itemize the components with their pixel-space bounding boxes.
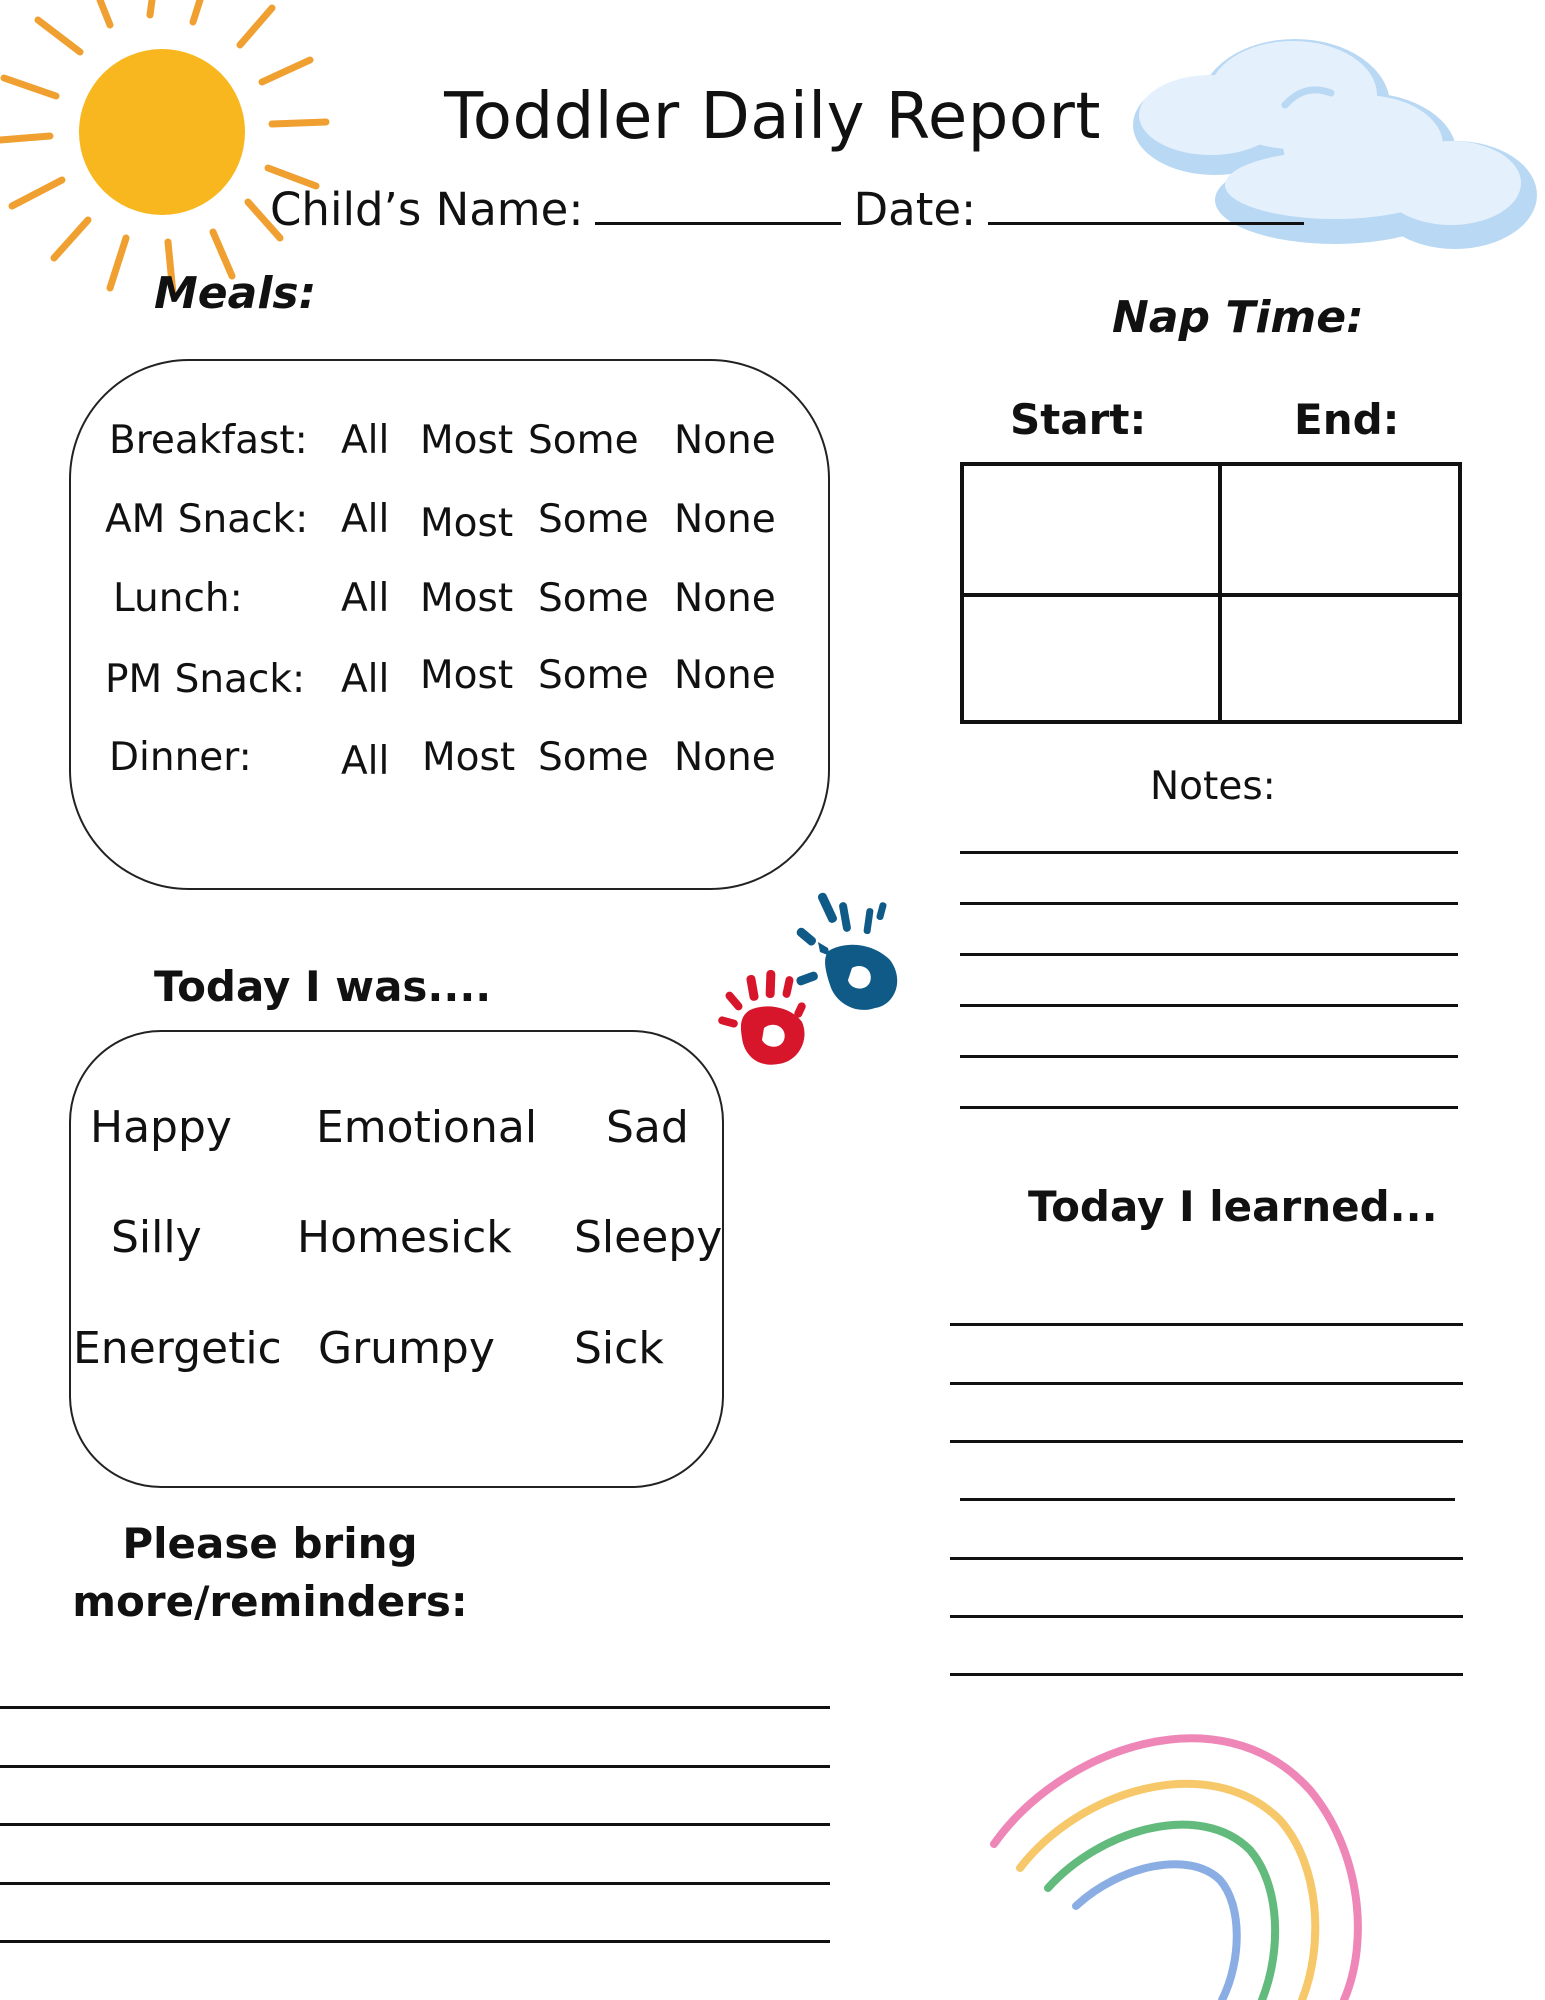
- notes-label: Notes:: [1150, 764, 1276, 809]
- nap-start-label: Start:: [1010, 395, 1147, 444]
- option-most[interactable]: Most: [420, 418, 514, 463]
- handprints-icon: [700, 890, 910, 1090]
- mood-sad[interactable]: Sad: [606, 1102, 689, 1153]
- option-most[interactable]: Most: [420, 653, 514, 698]
- meal-row-pm-snack: [0, 653, 776, 713]
- meal-row-dinner: [0, 735, 776, 795]
- notes-line[interactable]: [960, 1106, 1458, 1109]
- learned-line[interactable]: [950, 1615, 1463, 1618]
- option-some[interactable]: Some: [538, 735, 649, 780]
- meal-label: AM Snack:: [105, 497, 309, 542]
- please-bring-line1: Please bring: [122, 1519, 418, 1568]
- notes-line[interactable]: [960, 1055, 1458, 1058]
- meals-heading: Meals:: [154, 268, 317, 319]
- page-title: Toddler Daily Report: [444, 80, 1101, 154]
- option-some[interactable]: Some: [538, 576, 649, 621]
- reminder-line[interactable]: [0, 1706, 830, 1709]
- reminder-line[interactable]: [0, 1765, 830, 1768]
- childs-name-field[interactable]: [595, 182, 841, 225]
- option-some[interactable]: Some: [538, 653, 649, 698]
- option-all[interactable]: All: [341, 418, 390, 463]
- today-i-was-heading: Today I was....: [154, 962, 492, 1011]
- option-none[interactable]: None: [674, 418, 776, 463]
- meal-label: Breakfast:: [109, 418, 308, 463]
- meal-row-lunch: [0, 576, 776, 636]
- option-all[interactable]: All: [341, 497, 390, 542]
- reminder-line[interactable]: [0, 1823, 830, 1826]
- nap-end-label: End:: [1294, 395, 1400, 444]
- please-bring-line2: more/reminders:: [72, 1577, 468, 1626]
- notes-line[interactable]: [960, 851, 1458, 854]
- childs-name-label: Child’s Name:: [270, 183, 584, 236]
- option-all[interactable]: All: [341, 576, 390, 621]
- option-some[interactable]: Some: [528, 418, 639, 463]
- option-none[interactable]: None: [674, 735, 776, 780]
- mood-silly[interactable]: Silly: [111, 1212, 202, 1263]
- option-most[interactable]: Most: [420, 576, 514, 621]
- learned-line[interactable]: [950, 1440, 1463, 1443]
- notes-line[interactable]: [960, 953, 1458, 956]
- please-bring-heading: [60, 1515, 480, 1631]
- notes-line[interactable]: [960, 1004, 1458, 1007]
- meal-row-am-snack: [0, 497, 776, 557]
- mood-happy[interactable]: Happy: [90, 1102, 232, 1153]
- reminder-line[interactable]: [0, 1882, 830, 1885]
- option-most[interactable]: Most: [422, 735, 516, 780]
- learned-line[interactable]: [950, 1557, 1463, 1560]
- mood-sleepy[interactable]: Sleepy: [574, 1212, 723, 1263]
- date-label: Date:: [853, 183, 977, 236]
- name-date-row: [270, 182, 1316, 236]
- option-most[interactable]: Most: [420, 501, 514, 546]
- option-none[interactable]: None: [674, 653, 776, 698]
- today-i-learned-heading: Today I learned...: [1028, 1182, 1438, 1231]
- option-none[interactable]: None: [674, 497, 776, 542]
- reminder-line[interactable]: [0, 1940, 830, 1943]
- learned-line[interactable]: [950, 1673, 1463, 1676]
- mood-emotional[interactable]: Emotional: [316, 1102, 538, 1153]
- meal-label: Dinner:: [109, 735, 252, 780]
- meal-row-breakfast: [0, 418, 776, 478]
- learned-line[interactable]: [950, 1323, 1463, 1326]
- learned-line[interactable]: [960, 1498, 1455, 1501]
- option-all[interactable]: All: [341, 657, 390, 702]
- notes-line[interactable]: [960, 902, 1458, 905]
- mood-homesick[interactable]: Homesick: [297, 1212, 512, 1263]
- option-some[interactable]: Some: [538, 497, 649, 542]
- meal-label: PM Snack:: [105, 657, 306, 702]
- option-none[interactable]: None: [674, 576, 776, 621]
- mood-sick[interactable]: Sick: [574, 1323, 664, 1374]
- date-field[interactable]: [988, 182, 1304, 225]
- learned-line[interactable]: [950, 1382, 1463, 1385]
- rainbow-icon: [980, 1700, 1400, 2000]
- nap-time-heading: Nap Time:: [1112, 292, 1364, 343]
- mood-grumpy[interactable]: Grumpy: [318, 1323, 495, 1374]
- meal-label: Lunch:: [113, 576, 243, 621]
- nap-time-grid: [960, 462, 1462, 724]
- option-all[interactable]: All: [341, 739, 390, 784]
- mood-energetic[interactable]: Energetic: [73, 1323, 282, 1374]
